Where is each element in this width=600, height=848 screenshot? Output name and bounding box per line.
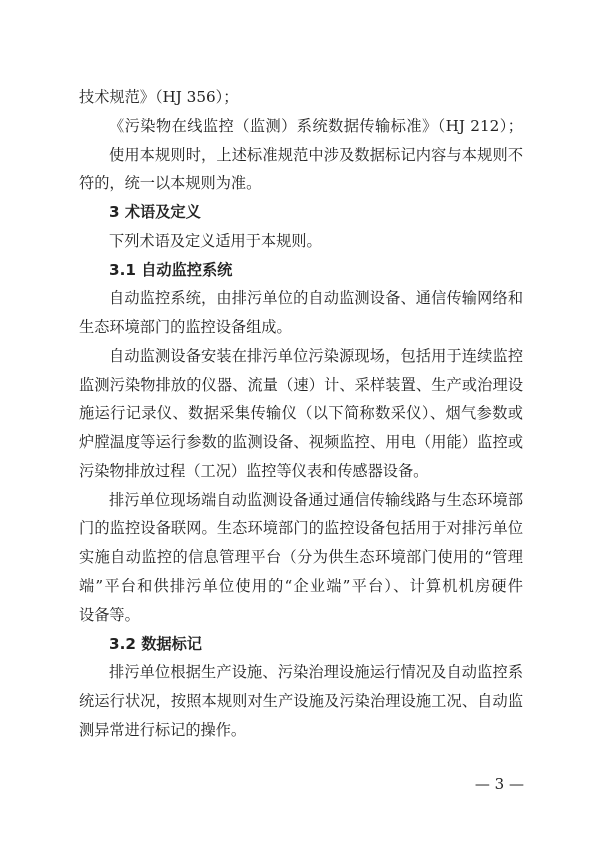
text-line: 符的，统一以本规则为准。	[79, 174, 262, 193]
text-line: 统运行状况，按照本规则对生产设施及污染治理设施工况、自动监	[79, 692, 523, 711]
text-line: 施运行记录仪、数据采集传输仪（以下简称数采仪）、烟气参数或	[79, 404, 523, 423]
text-line: 自动监控系统，由排污单位的自动监测设备、通信传输网络和	[109, 289, 523, 308]
text-line: 技术规范》（HJ 356）；	[79, 88, 239, 106]
text-line: 端”平台和供排污单位使用的“企业端”平台）、计算机机房硬件	[79, 577, 523, 596]
text-line: 测异常进行标记的操作。	[79, 720, 247, 739]
text-line: 设备等。	[79, 605, 140, 624]
text-line: 使用本规则时，上述标准规范中涉及数据标记内容与本规则不	[109, 145, 523, 164]
text-line: 下列术语及定义适用于本规则。	[109, 231, 322, 250]
text-line: 实施自动监控的信息管理平台（分为供生态环境部门使用的“管理	[79, 548, 523, 567]
text-line: 污染物排放过程（工况）监控等仪表和传感器设备。	[79, 461, 429, 480]
document-body	[79, 83, 523, 745]
text-line: 《污染物在线监控（监测）系统数据传输标准》（HJ 212）；	[109, 116, 523, 135]
text-line: 炉膛温度等运行参数的监测设备、视频监控、用电（用能）监控或	[79, 433, 523, 452]
text-line: 生态环境部门的监控设备组成。	[79, 318, 292, 337]
section-heading: 3.1 自动监控系统	[109, 260, 233, 279]
section-heading: 3 术语及定义	[109, 203, 201, 222]
text-line: 排污单位现场端自动监测设备通过通信传输线路与生态环境部	[109, 490, 523, 509]
text-line: 监测污染物排放的仪器、流量（速）计、采样装置、生产或治理设	[79, 375, 523, 394]
text-line: 门的监控设备联网。生态环境部门的监控设备包括用于对排污单位	[79, 519, 523, 538]
text-line: 排污单位根据生产设施、污染治理设施运行情况及自动监控系	[109, 663, 523, 682]
page-number: — 3 —	[474, 775, 524, 793]
section-heading: 3.2 数据标记	[109, 634, 202, 653]
text-line: 自动监测设备安装在排污单位污染源现场，包括用于连续监控	[109, 346, 523, 365]
